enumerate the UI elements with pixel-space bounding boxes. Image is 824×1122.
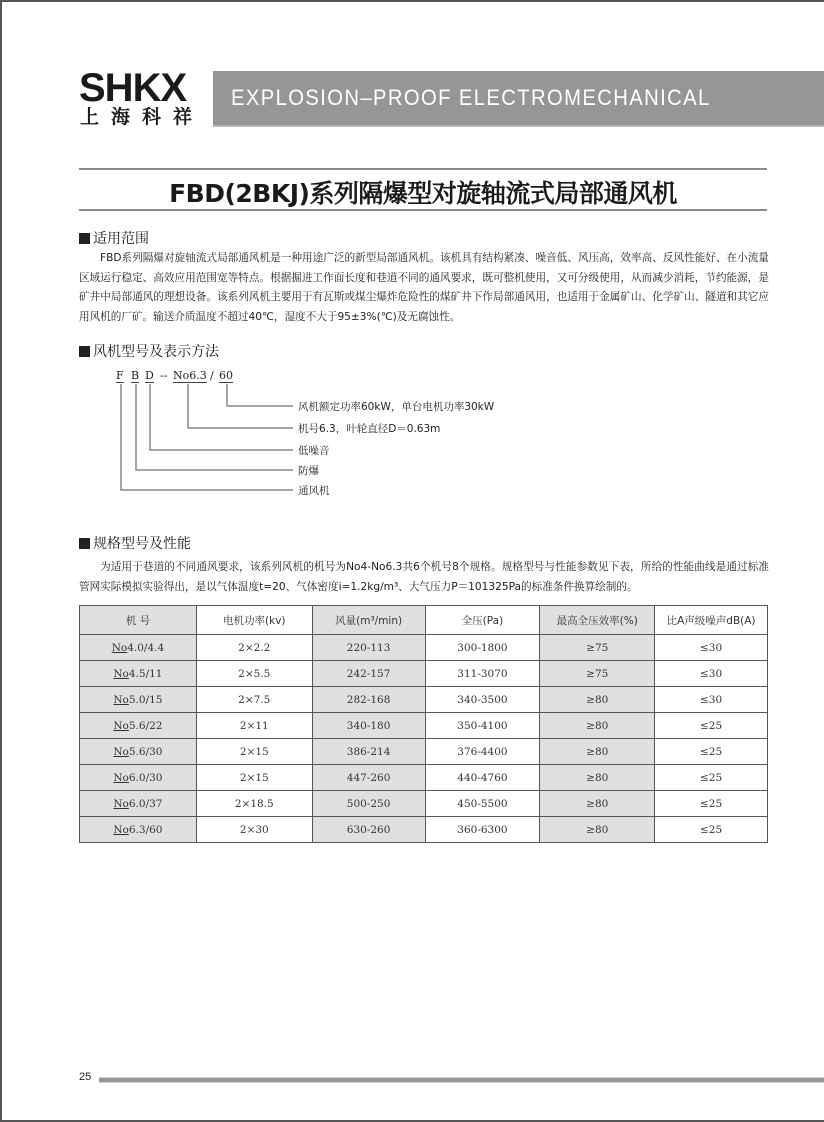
logo-text-en: SHKX [79,66,187,110]
cell-power: 2×30 [196,817,312,843]
model-value: 6.0/30 [128,771,163,784]
logo-text-cn: 上海科祥 [80,106,205,128]
section-heading-text: 规格型号及性能 [93,536,191,552]
header-banner [213,71,824,127]
cell-noise: ≤25 [655,765,768,791]
bullet-square-icon [79,346,90,357]
section-heading-text: 适用范围 [93,231,149,247]
cell-model [80,661,197,687]
company-logo [79,66,205,128]
section-heading-specs [79,533,191,553]
cell-efficiency: ≥75 [540,635,655,661]
cell-power: 2×15 [196,765,312,791]
code-separator: -- [160,369,168,382]
cell-flow: 630-260 [312,817,425,843]
header-power: 电机功率(kv) [196,606,312,635]
code-d: D [145,369,154,382]
cell-model [80,687,197,713]
cell-flow: 386-214 [312,739,425,765]
cell-flow: 447-260 [312,765,425,791]
table-row [80,661,768,687]
model-value: 6.0/37 [128,797,163,810]
model-prefix: No [113,797,129,810]
cell-noise: ≤30 [655,687,768,713]
model-prefix: No [113,693,129,706]
cell-power: 2×18.5 [196,791,312,817]
cell-efficiency: ≥80 [540,765,655,791]
cell-model [80,765,197,791]
bullet-square-icon [79,538,90,549]
table-row [80,687,768,713]
specs-paragraph [79,558,769,597]
page-title: FBD(2BKJ)系列隔爆型对旋轴流式局部通风机 [169,179,677,208]
label-low-noise: 低噪音 [298,445,330,457]
table-row [80,713,768,739]
cell-noise: ≤25 [655,817,768,843]
specs-text: 为适用于巷道的不同通风要求，该系列风机的机号为No4-No6.3共6个机号8个规格。规格型号与性能参数见下表，所给的性能曲线是通过标准管网实际模拟实验得出，是以气体温度t=20、气体密度i=1.2kg/m³、大气压力P＝101325Pa的标准条件换算绘制的。 [79,561,769,593]
label-fan: 通风机 [298,485,330,497]
code-b: B [131,369,140,382]
section-heading-text: 风机型号及表示方法 [93,344,219,360]
table-row [80,765,768,791]
table-row [80,817,768,843]
code-f: F [116,369,124,382]
cell-efficiency: ≥80 [540,739,655,765]
cell-efficiency: ≥75 [540,661,655,687]
footer-bar [99,1077,824,1083]
cell-efficiency: ≥80 [540,687,655,713]
cell-model [80,791,197,817]
model-value: 5.6/22 [128,719,163,732]
cell-pressure: 350-4100 [425,713,540,739]
cell-flow: 220-113 [312,635,425,661]
cell-power: 2×2.2 [196,635,312,661]
model-prefix: No [113,771,129,784]
page-number: 25 [79,1071,92,1083]
cell-flow: 242-157 [312,661,425,687]
cell-noise: ≤30 [655,661,768,687]
cell-flow: 340-180 [312,713,425,739]
label-machine-no: 机号6.3，叶轮直径D＝0.63m [298,423,441,435]
cell-pressure: 360-6300 [425,817,540,843]
cell-pressure: 376-4400 [425,739,540,765]
cell-noise: ≤25 [655,713,768,739]
cell-pressure: 340-3500 [425,687,540,713]
cell-efficiency: ≥80 [540,817,655,843]
spec-table [79,605,768,843]
cell-pressure: 440-4760 [425,765,540,791]
code-slash: / [210,369,214,382]
cell-efficiency: ≥80 [540,791,655,817]
cell-noise: ≤25 [655,791,768,817]
table-row [80,739,768,765]
model-prefix: No [113,719,129,732]
code-power: 60 [219,369,233,382]
table-header-row [80,606,768,635]
model-prefix: No [113,823,129,836]
header-pressure: 全压(Pa) [425,606,540,635]
header-efficiency: 最高全压效率(%) [540,606,655,635]
cell-power: 2×7.5 [196,687,312,713]
cell-model [80,739,197,765]
model-prefix: No [113,667,129,680]
header-flow: 风量(m³/min) [312,606,425,635]
scope-paragraph [79,249,769,327]
label-explosion-proof: 防爆 [298,465,319,477]
section-heading-model [79,341,219,361]
model-prefix: No [113,745,129,758]
model-value: 5.6/30 [128,745,163,758]
model-value: 4.5/11 [128,667,163,680]
model-prefix: No [111,641,128,654]
cell-model [80,817,197,843]
section-heading-scope [79,228,149,248]
cell-model [80,635,197,661]
cell-pressure: 300-1800 [425,635,540,661]
cell-power: 2×5.5 [196,661,312,687]
title-rule-bottom [79,209,767,211]
model-value: 6.3/60 [128,823,163,836]
header-noise: 比A声级噪声dB(A) [655,606,768,635]
cell-pressure: 450-5500 [425,791,540,817]
table-row [80,791,768,817]
cell-flow: 500-250 [312,791,425,817]
cell-efficiency: ≥80 [540,713,655,739]
cell-power: 2×11 [196,713,312,739]
cell-power: 2×15 [196,739,312,765]
cell-model [80,713,197,739]
cell-pressure: 311-3070 [425,661,540,687]
table-row [80,635,768,661]
code-machine-no: No6.3 [173,369,207,382]
label-power: 风机额定功率60kW，单台电机功率30kW [298,401,495,413]
scope-text: FBD系列隔爆对旋轴流式局部通风机是一种用途广泛的新型局部通风机。该机具有结构紧凑、噪音低、风压高，效率高、反风性能好、在小流量区域运行稳定、高效应用范围宽等特点。根据掘进工作面长度和巷道不同的通风要求，既可整机使用，又可分级使用，从而减少消耗，节约能源，是矿井中局部通风的理想设备。该系列风机主要用于有瓦斯或煤尘爆炸危险性的煤矿井下作局部通风用，也适用于金属矿山、化学矿山、隧道和其它应用风机的厂矿。输送介质温度不超过40℃，湿度不大于95±3%(℃)及无腐蚀性。 [79,252,769,323]
cell-noise: ≤30 [655,635,768,661]
header-model: 机 号 [80,606,197,635]
title-rule-top [79,168,767,170]
model-value: 5.0/15 [128,693,163,706]
cell-flow: 282-168 [312,687,425,713]
banner-text: EXPLOSION–PROOF ELECTROMECHANICAL [231,85,711,110]
bullet-square-icon [79,233,90,244]
model-value: 4.0/4.4 [127,641,165,654]
cell-noise: ≤25 [655,739,768,765]
